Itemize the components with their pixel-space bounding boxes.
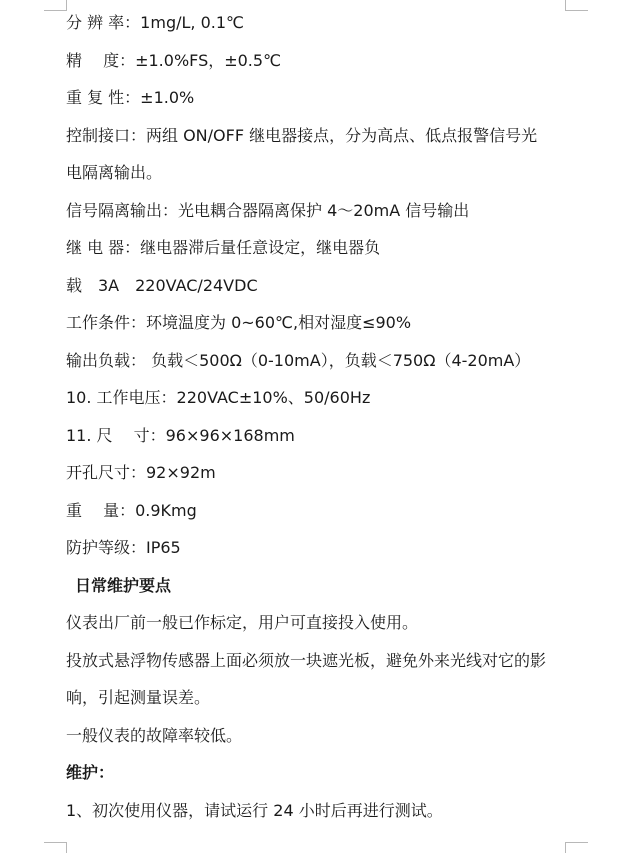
spec-resolution: 分 辨 率：1mg/L, 0.1℃ [66, 13, 244, 32]
heading-maintenance: 维护： [66, 763, 115, 782]
spec-protection-rating: 防护等级：IP65 [66, 538, 181, 557]
spec-relay: 继 电 器：继电器滞后量任意设定，继电器负 [66, 238, 381, 257]
paragraph-calibration: 仪表出厂前一般已作标定，用户可直接投入使用。 [66, 613, 419, 632]
spec-output-load: 输出负载： 负载＜500Ω（0-10mA），负载＜750Ω（4-20mA） [66, 350, 531, 370]
spec-working-voltage: 10. 工作电压：220VAC±10%、50/60Hz [66, 388, 371, 407]
crop-mark-top-left [44, 0, 67, 11]
spec-working-conditions: 工作条件：环境温度为 0~60℃,相对湿度≤90% [66, 313, 412, 332]
spec-control-interface: 控制接口：两组 ON/OFF 继电器接点，分为高点、低点报警信号光 [66, 125, 538, 145]
crop-mark-bottom-left [44, 842, 67, 853]
spec-weight: 重 量：0.9Kmg [66, 500, 197, 520]
document-body [66, 4, 586, 829]
spec-accuracy: 精 度：±1.0%FS，±0.5℃ [66, 50, 282, 70]
spec-dimensions: 11. 尺 寸：96×96×168mm [66, 425, 295, 445]
maintenance-item-1: 1、初次使用仪器，请试运行 24 小时后再进行测试。 [66, 800, 443, 820]
spec-relay-load: 载 3A 220VAC/24VDC [66, 275, 258, 295]
paragraph-light-shield-cont: 响，引起测量误差。 [66, 688, 211, 707]
spec-signal-isolation: 信号隔离输出：光电耦合器隔离保护 4～20mA 信号输出 [66, 200, 470, 220]
section-heading-maintenance: 日常维护要点 [75, 575, 172, 595]
spec-control-interface-cont: 电隔离输出。 [66, 163, 163, 182]
paragraph-light-shield: 投放式悬浮物传感器上面必须放一块遮光板，避免外来光线对它的影 [66, 650, 547, 670]
paragraph-failure-rate: 一般仪表的故障率较低。 [66, 725, 243, 745]
spec-repeatability: 重 复 性：±1.0% [66, 88, 195, 107]
crop-mark-bottom-right [565, 842, 588, 853]
spec-cutout-size: 开孔尺寸：92×92m [66, 463, 216, 482]
